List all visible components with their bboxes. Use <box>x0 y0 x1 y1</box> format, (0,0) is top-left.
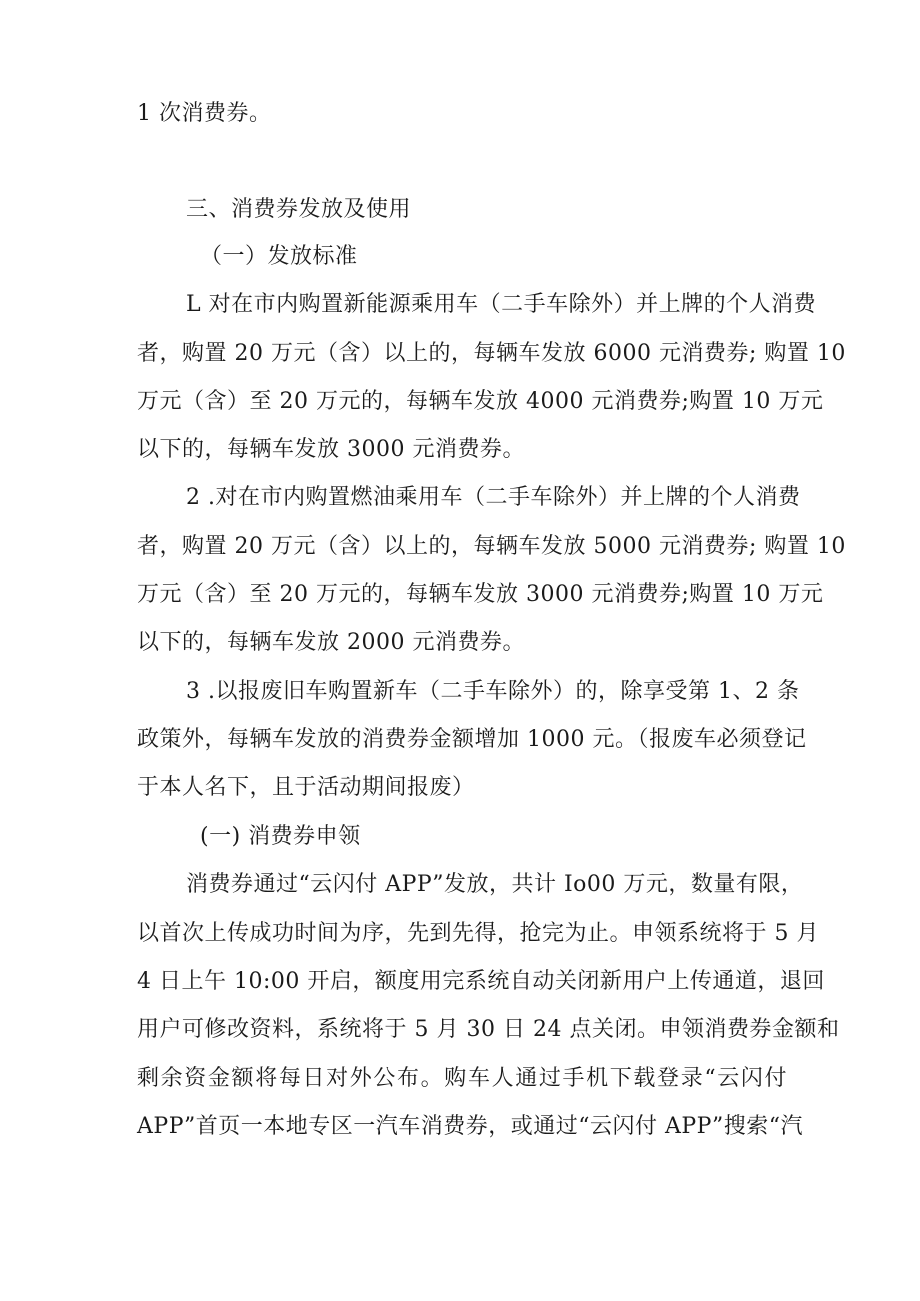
section-heading: 三、消费券发放及使用 <box>186 197 412 222</box>
paragraph-line: APP”首页一本地专区一汽车消费券，或通过“云闪付 APP”搜索“汽 <box>137 1114 803 1139</box>
paragraph-line: L 对在市内购置新能源乘用车（二手车除外）并上牌的个人消费 <box>186 292 817 317</box>
paragraph-line: 1 次消费券。 <box>137 101 272 126</box>
paragraph-line: 剩余资金额将每日对外公布。购车人通过手机下载登录“云闪付 <box>137 1066 787 1091</box>
subsection-heading: （一）发放标准 <box>200 244 358 269</box>
paragraph-line: 以下的，每辆车发放 2000 元消费券。 <box>137 630 525 655</box>
paragraph-line: 2 .对在市内购置燃油乘用车（二手车除外）并上牌的个人消费 <box>186 485 801 510</box>
paragraph-line: 用户可修改资料，系统将于 5 月 30 日 24 点关闭。申领消费券金额和 <box>137 1017 840 1042</box>
paragraph-line: 于本人名下，且于活动期间报废） <box>137 775 475 800</box>
subsection-heading: (一) 消费券申领 <box>200 824 361 849</box>
paragraph-line: 4 日上午 10:00 开启，额度用完系统自动关闭新用户上传通道，退回 <box>137 969 825 994</box>
paragraph-line: 消费券通过“云闪付 APP”发放，共计 Io00 万元，数量有限， <box>186 872 804 897</box>
paragraph-line: 万元（含）至 20 万元的，每辆车发放 3000 元消费券;购置 10 万元 <box>137 582 824 607</box>
paragraph-line: 万元（含）至 20 万元的，每辆车发放 4000 元消费券;购置 10 万元 <box>137 389 824 414</box>
paragraph-line: 以首次上传成功时间为序，先到先得，抢完为止。申领系统将于 5 月 <box>137 921 819 946</box>
paragraph-line: 者，购置 20 万元（含）以上的，每辆车发放 6000 元消费券; 购置 10 <box>137 341 846 366</box>
paragraph-line: 以下的，每辆车发放 3000 元消费券。 <box>137 437 525 462</box>
paragraph-line: 政策外，每辆车发放的消费券金额增加 1000 元。（报废车必须登记 <box>137 727 807 752</box>
paragraph-line: 3 .以报废旧车购置新车（二手车除外）的，除享受第 1、2 条 <box>186 679 800 704</box>
paragraph-line: 者，购置 20 万元（含）以上的，每辆车发放 5000 元消费券; 购置 10 <box>137 534 846 559</box>
